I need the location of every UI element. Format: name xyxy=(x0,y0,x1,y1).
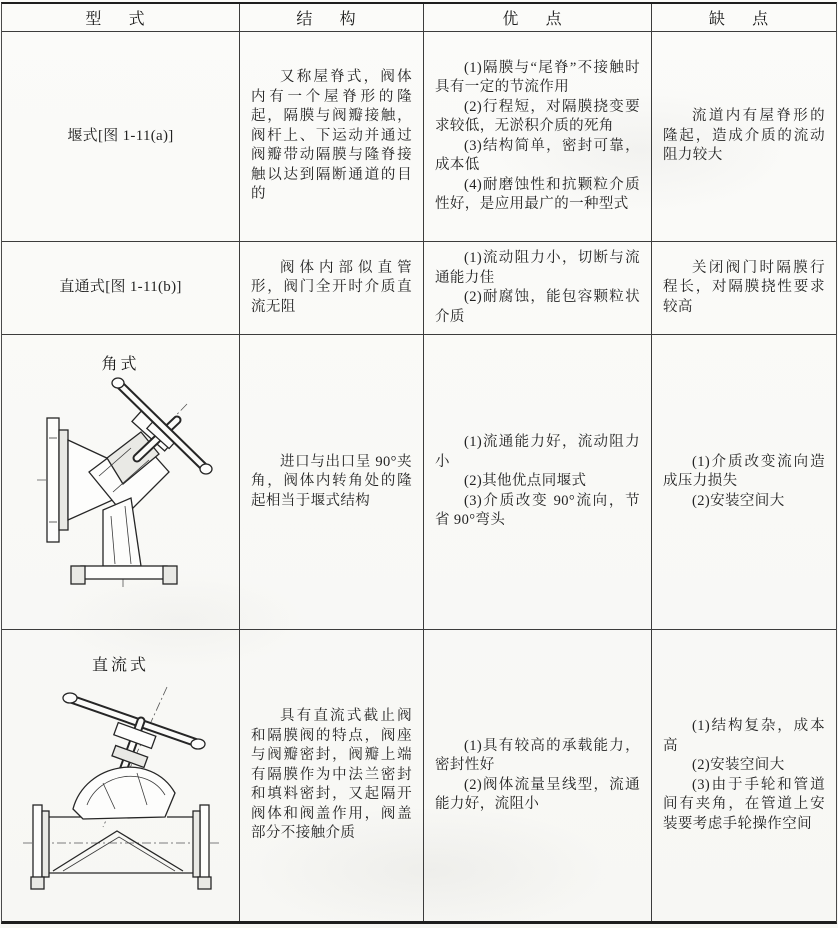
advantage-item: (3)结构简单，密封可靠，成本低 xyxy=(435,137,640,173)
column-header-advantages: 优点 xyxy=(424,4,652,31)
disadvantages-cell xyxy=(652,242,836,334)
advantage-item: (2)阀体流量呈线型，流通能力好，流阻小 xyxy=(435,776,640,812)
structure-text: 又称屋脊式，阀体内有一个屋脊形的隆起，隔膜与阀瓣接触，阀杆上、下运动并通过阀瓣带动隔膜与隆脊接触以达到隔断通道的目的 xyxy=(251,69,412,203)
type-label: 堰式[图 1-11(a)] xyxy=(67,127,174,144)
column-header-type: 型式 xyxy=(2,4,240,31)
drawing-label: 角式 xyxy=(101,356,140,373)
structure-text: 进口与出口呈 90°夹角，阀体内转角处的隆起相当于堰式结构 xyxy=(251,453,412,509)
disadvantage-item: (2)安装空间大 xyxy=(692,757,785,773)
right-flange xyxy=(193,805,211,889)
advantages-cell xyxy=(424,630,652,921)
advantage-item: (2)行程短，对隔膜挠变要求较低，无淤积介质的死角 xyxy=(435,98,640,134)
drawing-label: 直流式 xyxy=(91,657,149,674)
disadvantage-item: 流道内有屋脊形的隆起，造成介质的流动阻力较大 xyxy=(663,108,825,164)
left-flange xyxy=(31,805,49,889)
advantages-cell xyxy=(424,335,652,629)
advantage-item: (1)隔膜与“尾脊”不接触时具有一定的节流作用 xyxy=(435,59,640,95)
table-row xyxy=(2,242,836,335)
advantages-cell xyxy=(424,242,652,334)
advantage-item: (2)耐腐蚀，能包容颗粒状介质 xyxy=(435,289,640,325)
type-cell xyxy=(2,630,240,921)
valve-bonnet xyxy=(73,767,175,819)
type-label: 直通式[图 1-11(b)] xyxy=(59,279,182,296)
disadvantages-cell xyxy=(652,630,836,921)
type-cell xyxy=(2,32,240,241)
advantage-item: (1)具有较高的承载能力，密封性好 xyxy=(435,737,640,773)
disadvantage-item: 关闭阀门时隔膜行程长，对隔膜挠性要求较高 xyxy=(663,259,825,315)
advantage-item: (4)耐磨蚀性和抗颗粒介质性好，是应用最广的一种型式 xyxy=(435,176,640,212)
advantage-item: (3)介质改变 90°流向，节省 90°弯头 xyxy=(435,492,640,529)
straight-flow-valve-drawing xyxy=(19,677,223,903)
column-header-structure: 结构 xyxy=(240,4,424,31)
advantage-item: (2)其他优点同堰式 xyxy=(464,473,587,490)
table-row xyxy=(2,630,836,921)
disadvantage-item: (1)结构复杂，成本高 xyxy=(663,718,825,754)
disadvantage-item: (2)安装空间大 xyxy=(692,492,785,509)
structure-cell xyxy=(240,335,424,629)
advantages-cell xyxy=(424,32,652,241)
table-header-row xyxy=(2,4,836,32)
structure-text: 阀体内部似直管形，阀门全开时介质直流无阻 xyxy=(251,259,412,315)
disadvantage-item: (3)由于手轮和管道间有夹角，在管道上安装要考虑手轮操作空间 xyxy=(663,776,825,832)
structure-text: 具有直流式截止阀和隔膜阀的特点，阀座与阀瓣密封，阀瓣上端有隔膜作为中法兰密封和填料密封，又起隔开阀体和阀盖作用，阀盖部分不接触介质 xyxy=(251,708,412,842)
disadvantage-item: (1)介质改变流向造成压力损失 xyxy=(663,453,825,490)
inlet-flange xyxy=(47,418,68,542)
advantage-item: (1)流动阻力小，切断与流通能力佳 xyxy=(435,250,640,286)
type-cell xyxy=(2,335,240,629)
disadvantages-cell xyxy=(652,32,836,241)
advantage-item: (1)流通能力好，流动阻力小 xyxy=(435,434,640,470)
type-cell xyxy=(2,242,240,334)
angle-valve-drawing xyxy=(19,376,223,598)
table-row xyxy=(2,32,836,242)
valve-types-table xyxy=(1,2,837,924)
pipe-body xyxy=(45,817,197,873)
structure-cell xyxy=(240,32,424,241)
column-header-disadvantages: 缺点 xyxy=(708,11,796,28)
disadvantages-cell xyxy=(652,335,836,629)
table-row xyxy=(2,335,836,630)
structure-cell xyxy=(240,242,424,334)
structure-cell xyxy=(240,630,424,921)
